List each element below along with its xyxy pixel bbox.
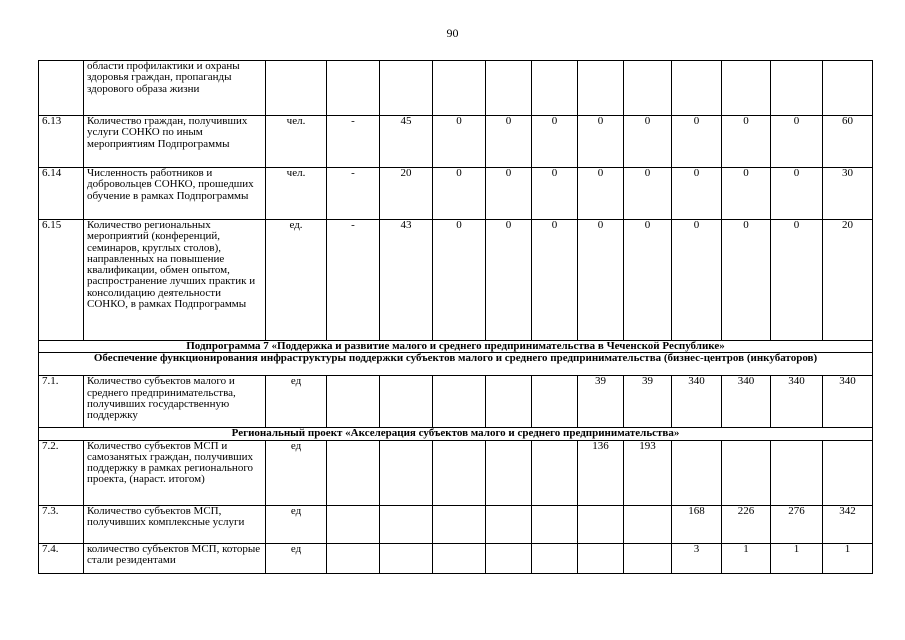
table-row xyxy=(39,505,873,543)
value-cell: 340 xyxy=(823,376,873,428)
value-cell: - xyxy=(327,220,380,341)
value-cell: 193 xyxy=(624,440,672,505)
row-number xyxy=(39,61,84,116)
value-cell: 226 xyxy=(722,505,771,543)
value-cell xyxy=(327,376,380,428)
value-cell xyxy=(327,543,380,573)
value-cell xyxy=(532,543,578,573)
row-number: 7.2. xyxy=(39,440,84,505)
value-cell xyxy=(327,440,380,505)
value-cell: 0 xyxy=(672,168,722,220)
value-cell xyxy=(380,440,433,505)
unit-cell: ед xyxy=(266,376,327,428)
value-cell: 0 xyxy=(771,220,823,341)
row-number: 7.3. xyxy=(39,505,84,543)
value-cell xyxy=(578,61,624,116)
value-cell: 0 xyxy=(672,220,722,341)
value-cell: 0 xyxy=(624,220,672,341)
value-cell xyxy=(433,440,486,505)
table-row xyxy=(39,220,873,341)
value-cell: 0 xyxy=(578,168,624,220)
table-row xyxy=(39,116,873,168)
value-cell xyxy=(486,543,532,573)
value-cell xyxy=(380,543,433,573)
unit-cell: ед. xyxy=(266,220,327,341)
table-row xyxy=(39,440,873,505)
value-cell xyxy=(486,61,532,116)
value-cell xyxy=(380,376,433,428)
value-cell xyxy=(532,440,578,505)
indicator-name: количество субъектов МСП, которые стали резидентами xyxy=(84,543,266,573)
indicator-name: Количество субъектов малого и среднего предпринимательства, получивших государственную поддержку xyxy=(84,376,266,428)
value-cell xyxy=(532,376,578,428)
page-number: 90 xyxy=(446,26,459,40)
value-cell: 136 xyxy=(578,440,624,505)
value-cell: 60 xyxy=(823,116,873,168)
unit-cell: ед xyxy=(266,543,327,573)
value-cell: 30 xyxy=(823,168,873,220)
value-cell: 168 xyxy=(672,505,722,543)
value-cell xyxy=(327,505,380,543)
value-cell: 1 xyxy=(722,543,771,573)
value-cell xyxy=(823,61,873,116)
value-cell: 20 xyxy=(380,168,433,220)
unit-cell: чел. xyxy=(266,168,327,220)
table-row xyxy=(39,61,873,116)
value-cell: 1 xyxy=(771,543,823,573)
value-cell xyxy=(771,61,823,116)
value-cell: 0 xyxy=(486,116,532,168)
value-cell xyxy=(433,505,486,543)
value-cell: 0 xyxy=(624,116,672,168)
value-cell: 340 xyxy=(722,376,771,428)
value-cell xyxy=(624,505,672,543)
value-cell: 342 xyxy=(823,505,873,543)
table-row xyxy=(39,543,873,573)
indicator-name: области профилактики и охраны здоровья граждан, пропаганды здорового образа жизни xyxy=(84,61,266,116)
value-cell: 0 xyxy=(486,168,532,220)
value-cell xyxy=(433,376,486,428)
value-cell: - xyxy=(327,116,380,168)
indicators-table xyxy=(38,60,873,574)
row-number: 6.14 xyxy=(39,168,84,220)
value-cell: 0 xyxy=(771,116,823,168)
value-cell: 0 xyxy=(722,168,771,220)
value-cell: 0 xyxy=(532,220,578,341)
value-cell: 0 xyxy=(532,168,578,220)
section-header-row xyxy=(39,353,873,376)
table-row xyxy=(39,376,873,428)
unit-cell: ед xyxy=(266,440,327,505)
value-cell: 0 xyxy=(433,168,486,220)
value-cell: 1 xyxy=(823,543,873,573)
value-cell xyxy=(486,440,532,505)
value-cell: 20 xyxy=(823,220,873,341)
value-cell xyxy=(624,61,672,116)
value-cell: 45 xyxy=(380,116,433,168)
section-header-row xyxy=(39,341,873,353)
unit-cell: чел. xyxy=(266,116,327,168)
value-cell xyxy=(433,61,486,116)
value-cell: 0 xyxy=(672,116,722,168)
indicator-name: Количество граждан, получивших услуги СОНКО по иным мероприятиям Подпрограммы xyxy=(84,116,266,168)
value-cell: 39 xyxy=(624,376,672,428)
value-cell: 0 xyxy=(722,220,771,341)
value-cell: 43 xyxy=(380,220,433,341)
indicator-name: Количество субъектов МСП и самозанятых граждан, получивших поддержку в рамках регионального проекта, (нараст. итогом) xyxy=(84,440,266,505)
value-cell xyxy=(578,543,624,573)
row-number: 6.15 xyxy=(39,220,84,341)
value-cell: 0 xyxy=(433,116,486,168)
value-cell xyxy=(327,61,380,116)
table-row xyxy=(39,168,873,220)
value-cell xyxy=(532,505,578,543)
value-cell xyxy=(722,61,771,116)
unit-cell xyxy=(266,61,327,116)
section-title: Подпрограмма 7 «Поддержка и развитие малого и среднего предпринимательства в Чеченской Республике» xyxy=(39,341,873,353)
value-cell xyxy=(532,61,578,116)
value-cell xyxy=(672,440,722,505)
value-cell: 0 xyxy=(433,220,486,341)
value-cell: 0 xyxy=(771,168,823,220)
value-cell: 0 xyxy=(578,116,624,168)
value-cell: - xyxy=(327,168,380,220)
value-cell: 0 xyxy=(624,168,672,220)
value-cell xyxy=(433,543,486,573)
section-title: Региональный проект «Акселерация субъектов малого и среднего предпринимательства» xyxy=(39,428,873,440)
value-cell xyxy=(823,440,873,505)
unit-cell: ед xyxy=(266,505,327,543)
value-cell xyxy=(771,440,823,505)
value-cell xyxy=(624,543,672,573)
row-number: 7.1. xyxy=(39,376,84,428)
value-cell xyxy=(380,505,433,543)
section-title: Обеспечение функционирования инфраструктуры поддержки субъектов малого и среднего предпринимательства (бизнес-центров (инкубаторов) xyxy=(39,353,873,376)
value-cell xyxy=(380,61,433,116)
value-cell: 0 xyxy=(578,220,624,341)
value-cell: 3 xyxy=(672,543,722,573)
indicator-name: Численность работников и добровольцев СОНКО, прошедших обучение в рамках Подпрограммы xyxy=(84,168,266,220)
value-cell xyxy=(722,440,771,505)
row-number: 7.4. xyxy=(39,543,84,573)
row-number: 6.13 xyxy=(39,116,84,168)
value-cell: 0 xyxy=(532,116,578,168)
indicator-name: Количество субъектов МСП, получивших комплексные услуги xyxy=(84,505,266,543)
value-cell: 0 xyxy=(722,116,771,168)
value-cell: 39 xyxy=(578,376,624,428)
value-cell: 340 xyxy=(672,376,722,428)
section-header-row xyxy=(39,428,873,440)
value-cell xyxy=(486,376,532,428)
value-cell xyxy=(578,505,624,543)
value-cell: 0 xyxy=(486,220,532,341)
value-cell: 340 xyxy=(771,376,823,428)
value-cell xyxy=(486,505,532,543)
indicator-name: Количество региональных мероприятий (конференций, семинаров, круглых столов), направленных на повышение квалификации, обмен опытом, распространение лучших практик и консолидацию деятельности СОНКО, в рамках Подпрограммы xyxy=(84,220,266,341)
value-cell xyxy=(672,61,722,116)
value-cell: 276 xyxy=(771,505,823,543)
